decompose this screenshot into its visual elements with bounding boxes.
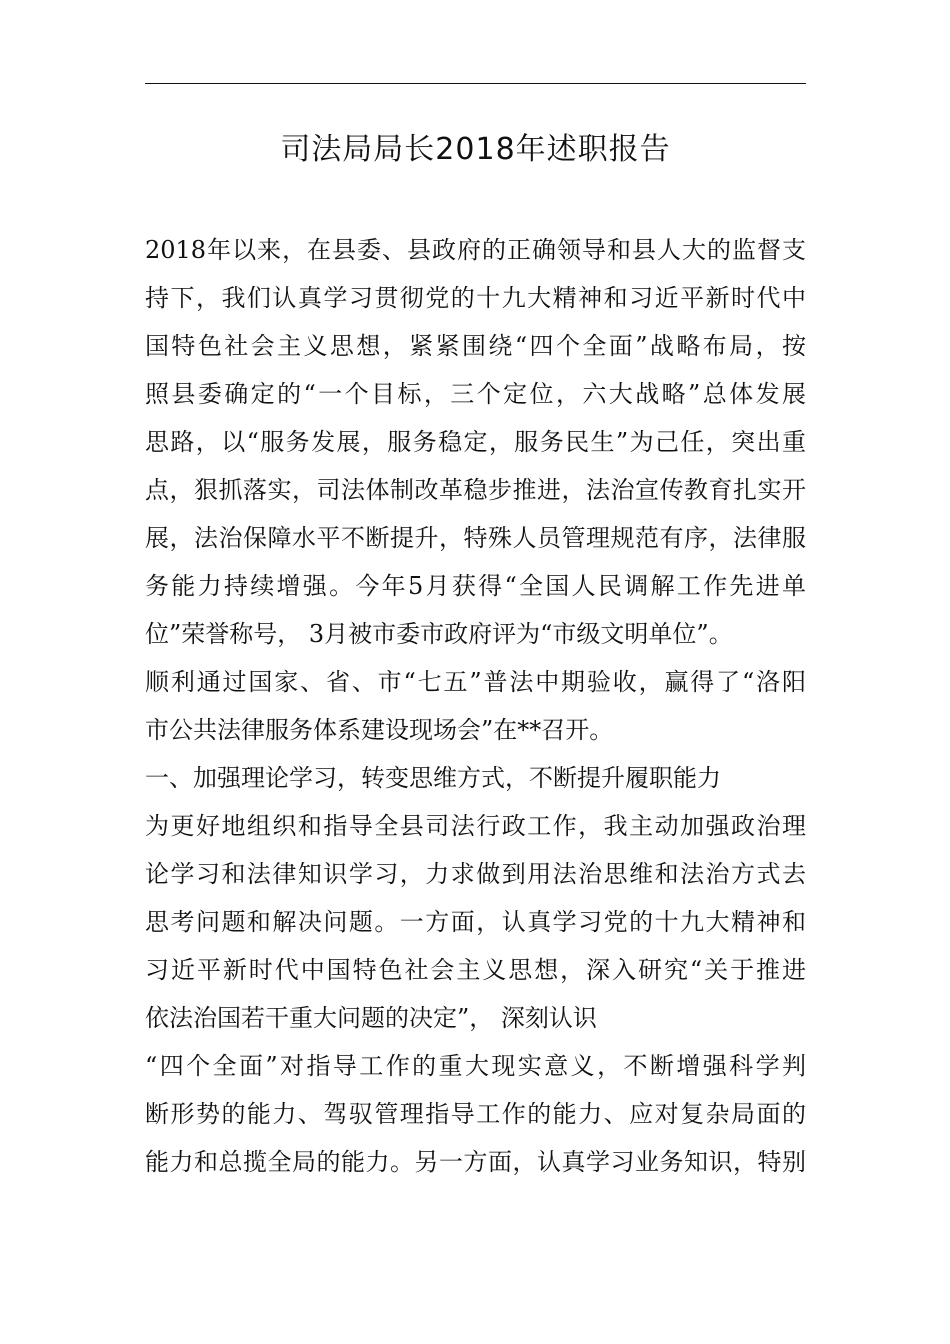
body-line: 持下，我们认真学习贯彻党的十九大精神和习近平新时代中: [145, 284, 806, 312]
body-line: 断形势的能力、驾驭管理指导工作的能力、应对复杂局面的: [145, 1100, 806, 1128]
body-line: 务能力持续增强。今年5月获得“全国人民调解工作先进单: [145, 572, 806, 600]
body-line: 市公共法律服务体系建设现场会”在**召开。: [145, 716, 614, 744]
body-line: 能力和总揽全局的能力。另一方面，认真学习业务知识，特别: [145, 1148, 806, 1176]
document-title: 司法局局长2018年述职报告: [280, 132, 671, 167]
document-body: [145, 226, 806, 1186]
body-line: 习近平新时代中国特色社会主义思想，深入研究“关于推进: [145, 956, 806, 984]
body-line: 顺利通过国家、省、市“七五”普法中期验收，赢得了“洛阳: [145, 668, 806, 696]
body-line: 思路，以“服务发展，服务稳定，服务民生”为己任，突出重: [145, 428, 806, 456]
body-line: 为更好地组织和指导全县司法行政工作，我主动加强政治理: [145, 812, 806, 840]
body-line: 思考问题和解决问题。一方面，认真学习党的十九大精神和: [145, 908, 806, 936]
body-line: 点，狠抓落实，司法体制改革稳步推进，法治宣传教育扎实开: [145, 476, 806, 504]
body-line: 照县委确定的“一个目标，三个定位，六大战略”总体发展: [145, 380, 806, 408]
body-line: 国特色社会主义思想，紧紧围绕“四个全面”战略布局，按: [145, 332, 806, 360]
section-heading: 一、加强理论学习，转变思维方式，不断提升履职能力: [145, 764, 721, 792]
body-line: 展，法治保障水平不断提升，特殊人员管理规范有序，法律服: [145, 524, 806, 552]
body-line: 2018年以来，在县委、县政府的正确领导和县人大的监督支: [145, 236, 806, 264]
body-line: 位”荣誉称号， 3月被市委市政府评为“市级文明单位”。: [145, 620, 733, 648]
body-line: 依法治国若干重大问题的决定”， 深刻认识: [145, 1004, 597, 1032]
body-line: 论学习和法律知识学习，力求做到用法治思维和法治方式去: [145, 860, 806, 888]
body-line: “四个全面”对指导工作的重大现实意义，不断增强科学判: [145, 1052, 806, 1080]
header-rule: [145, 83, 806, 84]
